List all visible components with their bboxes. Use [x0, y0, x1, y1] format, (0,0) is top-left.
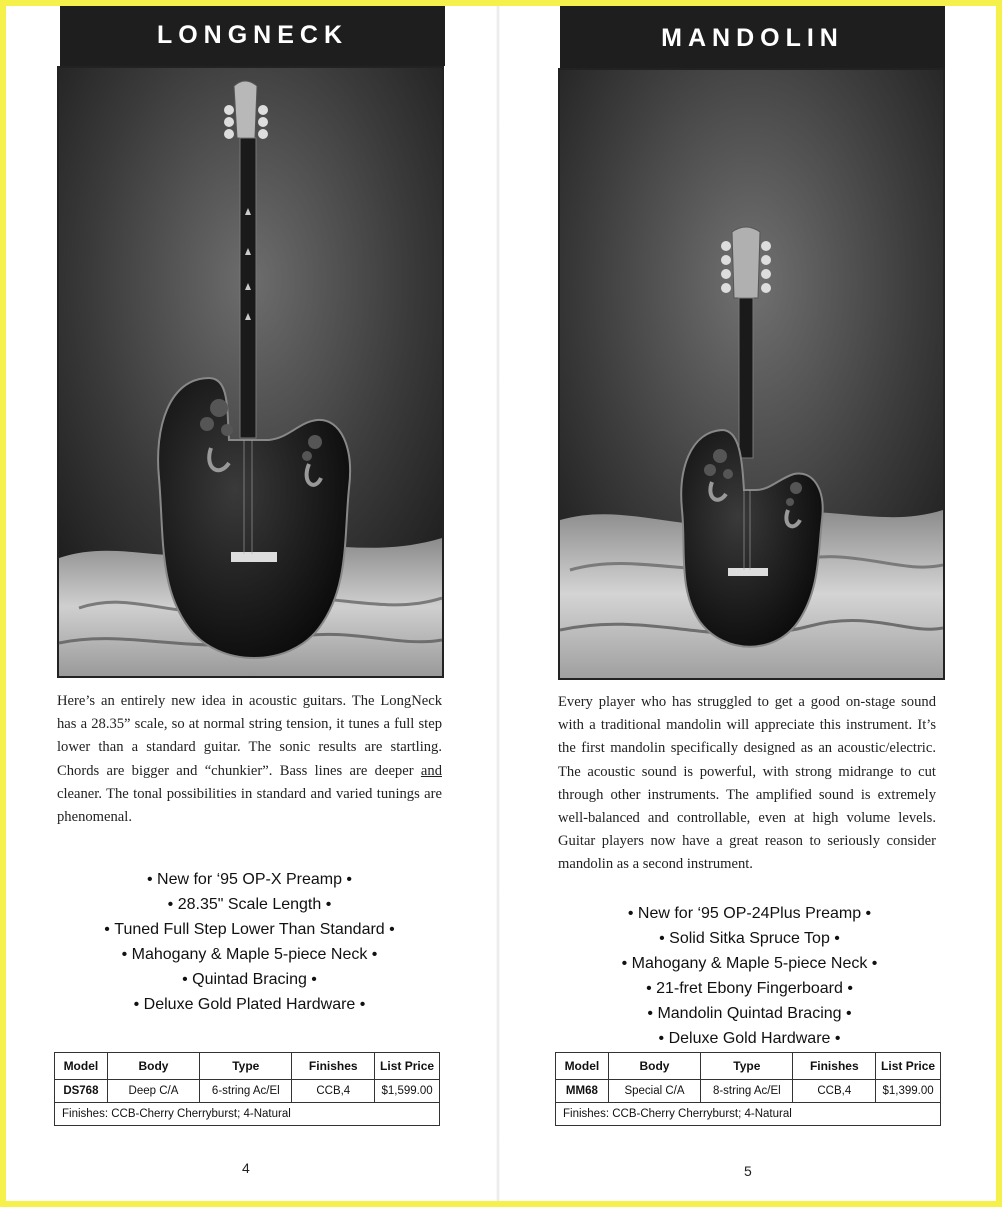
column-header: Body — [107, 1053, 199, 1080]
spec-table — [555, 1052, 941, 1126]
spec-table — [54, 1052, 440, 1126]
page-number: 5 — [744, 1163, 752, 1179]
table-cell: CCB,4 — [292, 1080, 375, 1103]
column-header: Model — [556, 1053, 609, 1080]
feature-item: • Solid Sitka Spruce Top • — [558, 926, 941, 951]
table-cell: Deep C/A — [107, 1080, 199, 1103]
table-cell: MM68 — [556, 1080, 609, 1103]
table-header-row — [556, 1053, 941, 1080]
table-note-row — [55, 1103, 440, 1126]
feature-item: • Quintad Bracing • — [57, 967, 442, 992]
feature-item: • 28.35" Scale Length • — [57, 892, 442, 917]
page-title: LONGNECK — [60, 6, 445, 66]
column-header: List Price — [375, 1053, 440, 1080]
table-cell: 6-string Ac/El — [200, 1080, 292, 1103]
column-header: Model — [55, 1053, 108, 1080]
finishes-note: Finishes: CCB-Cherry Cherryburst; 4-Natural — [556, 1103, 941, 1126]
feature-item: • Deluxe Gold Hardware • — [558, 1026, 941, 1051]
page-longneck — [6, 6, 498, 1201]
feature-item: • Mandolin Quintad Bracing • — [558, 1001, 941, 1026]
brochure-spread — [6, 6, 996, 1201]
column-header: Type — [200, 1053, 292, 1080]
table-cell: $1,399.00 — [876, 1080, 941, 1103]
column-header: Body — [608, 1053, 700, 1080]
mandolin-photo — [558, 68, 945, 680]
feature-item: • New for ‘95 OP-24Plus Preamp • — [558, 901, 941, 926]
finishes-note: Finishes: CCB-Cherry Cherryburst; 4-Natural — [55, 1103, 440, 1126]
column-header: Finishes — [793, 1053, 876, 1080]
longneck-guitar-photo — [57, 66, 444, 678]
table-row — [556, 1080, 941, 1103]
column-header: Type — [701, 1053, 793, 1080]
table-header-row — [55, 1053, 440, 1080]
table-cell: Special C/A — [608, 1080, 700, 1103]
product-description: Here’s an entirely new idea in acoustic guitars. The LongNeck has a 28.35” scale, so at normal string tension, it tunes a full step lower than a standard guitar. The sonic results are startling. Chords are bigger and “chunkier”. Bass lines are deeper and cleaner. The tonal possibilities in standard and varied tunings are phenomenal. — [57, 693, 442, 826]
feature-list — [558, 901, 941, 1051]
table-cell: 8-string Ac/El — [701, 1080, 793, 1103]
table-note-row — [556, 1103, 941, 1126]
table-cell: CCB,4 — [793, 1080, 876, 1103]
table-cell: $1,599.00 — [375, 1080, 440, 1103]
table-row — [55, 1080, 440, 1103]
feature-item: • Mahogany & Maple 5-piece Neck • — [558, 951, 941, 976]
feature-item: • 21-fret Ebony Fingerboard • — [558, 976, 941, 1001]
product-description: Every player who has struggled to get a good on-stage sound with a traditional mandolin will appreciate this instrument. It’s the first mandolin specifically designed as an acoustic/electric. The acoustic sound is powerful, with strong midrange to cut through other instruments. The amplified sound is extremely well-balanced and controllable, even at high volume levels. Guitar players now have a great reason to seriously consider mandolin as a second instrument. — [558, 694, 936, 873]
feature-list — [57, 867, 442, 1017]
page-title: MANDOLIN — [560, 6, 945, 68]
column-header: Finishes — [292, 1053, 375, 1080]
feature-item: • Mahogany & Maple 5-piece Neck • — [57, 942, 442, 967]
page-number: 4 — [242, 1160, 250, 1176]
feature-item: • Tuned Full Step Lower Than Standard • — [57, 917, 442, 942]
feature-item: • New for ‘95 OP-X Preamp • — [57, 867, 442, 892]
table-cell: DS768 — [55, 1080, 108, 1103]
column-header: List Price — [876, 1053, 941, 1080]
page-mandolin — [500, 6, 996, 1201]
feature-item: • Deluxe Gold Plated Hardware • — [57, 992, 442, 1017]
